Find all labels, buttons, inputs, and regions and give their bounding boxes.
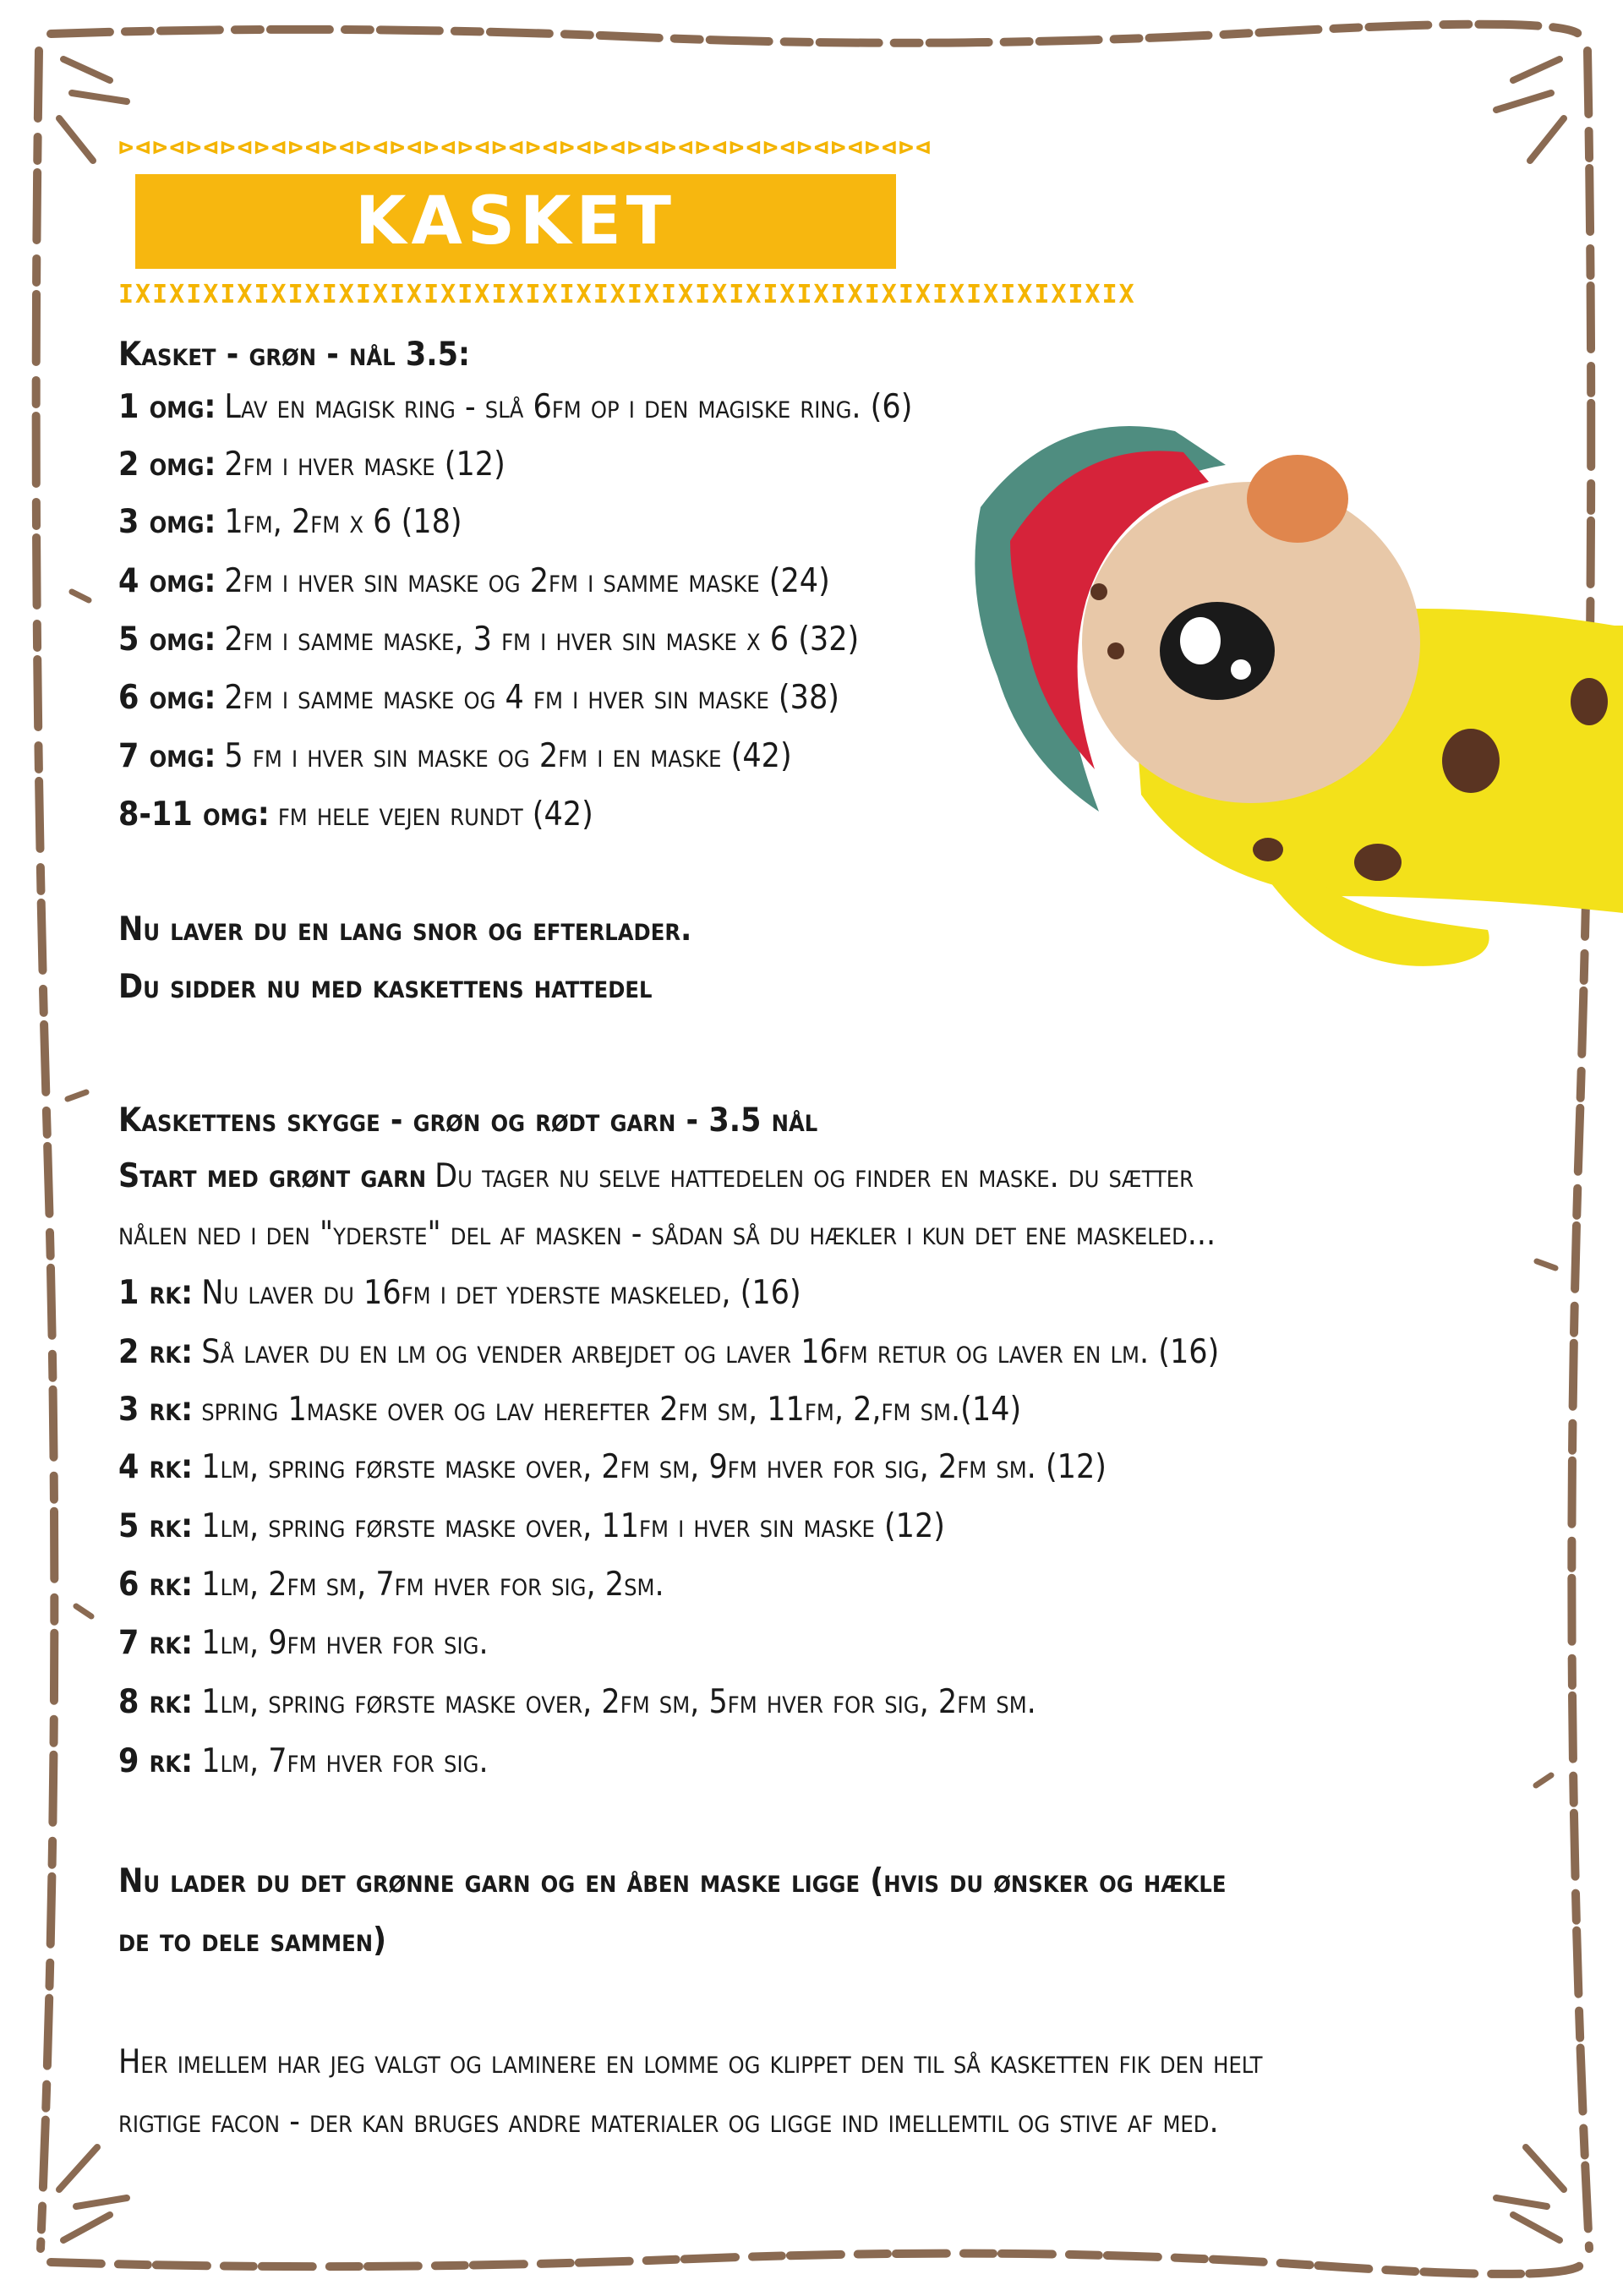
row-1: 1 rk: Nu laver du 16fm i det yderste maskeled, (16): [118, 1274, 801, 1312]
brim-start: Start med grønt garn Du tager nu selve hattedelen og finder en maske. du sætter: [118, 1157, 1194, 1195]
round-4: 4 omg: 2fm i hver sin maske og 2fm i samme maske (24): [118, 562, 830, 600]
final-note-1: Her imellem har jeg valgt og laminere en lomme og klippet den til så kasketten fik den helt: [118, 2043, 1263, 2081]
green-yarn-note-2: de to dele sammen): [118, 1922, 387, 1960]
round-7: 7 omg: 5 fm i hver sin maske og 2fm i en maske (42): [118, 737, 792, 775]
cap-heading: Kasket - grøn - nål 3.5:: [118, 336, 471, 374]
page-title: KASKET: [355, 183, 676, 260]
final-note-2: rigtige facon - der kan bruges andre materialer og ligge ind imellemtil og stive af med.: [118, 2102, 1219, 2140]
row-7: 7 rk: 1lm, 9fm hver for sig.: [118, 1624, 489, 1662]
round-5: 5 omg: 2fm i samme maske, 3 fm i hver sin maske x 6 (32): [118, 620, 860, 659]
brim-heading: Kaskettens skygge - grøn og rødt garn - 3.5 nål: [118, 1102, 818, 1140]
cap-note-1: Nu laver du en lang snor og efterlader.: [118, 910, 692, 948]
row-5: 5 rk: 1lm, spring første maske over, 11fm i hver sin maske (12): [118, 1507, 945, 1545]
brim-start-cont: nålen ned i den "yderste" del af masken - sådan så du hækler i kun det ene maskeled...: [118, 1215, 1216, 1253]
round-2: 2 omg: 2fm i hver maske (12): [118, 446, 505, 484]
row-4: 4 rk: 1lm, spring første maske over, 2fm sm, 9fm hver for sig, 2fm sm. (12): [118, 1448, 1107, 1486]
row-6: 6 rk: 1lm, 2fm sm, 7fm hver for sig, 2sm.: [118, 1566, 664, 1604]
decorative-pattern-bottom: IXIXIXIXIXIXIXIXIXIXIXIXIXIXIXIXIXIXIXIXIXIXIXIXIXIXIXIXIXIX: [118, 280, 1136, 309]
row-2: 2 rk: Så laver du en lm og vender arbejdet og laver 16fm retur og laver en lm. (16): [118, 1333, 1220, 1371]
round-1: 1 omg: Lav en magisk ring - slå 6fm op i den magiske ring. (6): [118, 388, 913, 426]
round-8-11: 8-11 omg: fm hele vejen rundt (42): [118, 795, 593, 834]
row-9: 9 rk: 1lm, 7fm hver for sig.: [118, 1742, 489, 1780]
round-3: 3 omg: 1fm, 2fm x 6 (18): [118, 503, 462, 541]
crochet-giraffe-illustration: [947, 372, 1623, 1031]
green-yarn-note-1: Nu lader du det grønne garn og en åben maske ligge (hvis du ønsker og hækle: [118, 1862, 1227, 1900]
title-banner: [135, 174, 896, 269]
cap-note-2: Du sidder nu med kaskettens hattedel: [118, 968, 653, 1006]
round-6: 6 omg: 2fm i samme maske og 4 fm i hver sin maske (38): [118, 679, 839, 717]
decorative-pattern-top: ⊳⊲⊳⊲⊳⊲⊳⊲⊳⊲⊳⊲⊳⊲⊳⊲⊳⊲⊳⊲⊳⊲⊳⊲⊳⊲⊳⊲⊳⊲⊳⊲⊳⊲⊳⊲⊳⊲⊳⊲⊳⊲⊳⊲⊳⊲⊳⊲: [118, 133, 932, 162]
row-8: 8 rk: 1lm, spring første maske over, 2fm sm, 5fm hver for sig, 2fm sm.: [118, 1683, 1036, 1721]
row-3: 3 rk: spring 1maske over og lav herefter 2fm sm, 11fm, 2,fm sm.(14): [118, 1391, 1022, 1429]
